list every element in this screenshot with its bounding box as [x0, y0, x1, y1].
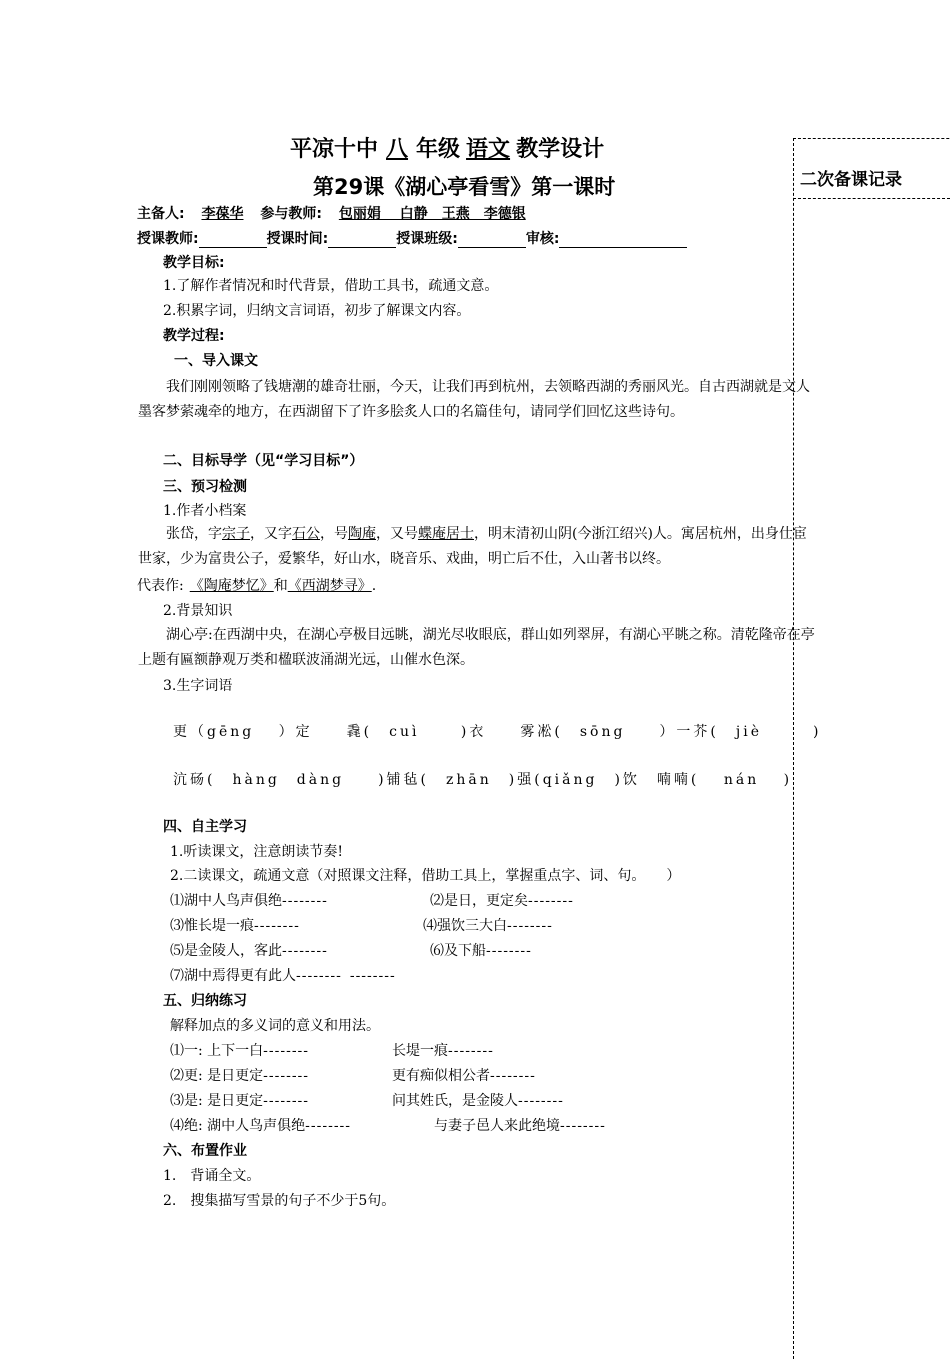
answer-blank[interactable]: -------- [263, 1043, 310, 1059]
bio-text: ，明末清初山阴(今浙江绍兴)人。寓居杭州，出身仕宦世家，少为富贵公子，爱繁华，好山水，晓音乐、戏曲，明亡后不仕，入山著书以终。 [138, 526, 807, 567]
ex-text: 长堤一痕 [392, 1043, 448, 1059]
answer-blank[interactable]: -------- [263, 1068, 310, 1084]
study-item: 1.听读课文，注意朗读节奏! [170, 844, 343, 860]
title-suffix: 教学设计 [516, 137, 605, 162]
answer-blank[interactable]: -------- [282, 893, 328, 909]
translation-q [430, 942, 532, 960]
section-3-heading: 三、预习检测 [163, 479, 247, 495]
answer-blank[interactable]: -------- [254, 918, 300, 934]
side-notes-box [793, 138, 950, 1359]
works-line [137, 577, 376, 595]
bio-text: ，又字 [250, 526, 292, 542]
section-1-heading: 一、导入课文 [174, 353, 258, 369]
work-title: 《西湖梦寻》 [287, 578, 372, 594]
ex-text: 问其姓氏，是金陵人 [392, 1093, 518, 1109]
translation-q [170, 892, 328, 910]
teacher-label: 授课教师: [137, 231, 199, 247]
ex-text: 更有痴似相公者 [392, 1068, 490, 1084]
schedule-line [137, 230, 687, 248]
page-title [290, 136, 604, 164]
intro-paragraph: 我们刚刚领略了钱塘潮的雄奇壮丽，今天，让我们再到杭州，去领略西湖的秀丽风光。自古西湖就是文人墨客梦萦魂牵的地方，在西湖留下了许多脍炙人口的名篇佳句，请同学们回忆这些诗句。 [138, 379, 810, 420]
lesson-title: 第29课《湖心亭看雪》第一课时 [313, 175, 616, 199]
exercise-item [170, 1117, 351, 1135]
ex-text: 与妻子邑人来此绝境 [434, 1118, 560, 1134]
bio-term: 石公 [292, 526, 320, 542]
subject-value: 语文 [466, 137, 511, 162]
works-text: . [371, 578, 377, 594]
section-6-heading: 六、布置作业 [163, 1143, 247, 1159]
works-label: 代表作: [137, 578, 184, 594]
translation-q [423, 917, 553, 935]
translation-q [430, 892, 574, 910]
answer-blank[interactable]: -------- [507, 918, 553, 934]
author-bio [138, 522, 818, 572]
goal-item: 1.了解作者情况和时代背景，借助工具书，疏通文意。 [163, 278, 499, 294]
review-blank[interactable] [559, 247, 687, 248]
exercise-item [170, 1067, 309, 1085]
time-blank[interactable] [328, 247, 396, 248]
exercise-item [392, 1092, 564, 1110]
answer-blank[interactable]: -------- [263, 1093, 310, 1109]
exercise-item [434, 1117, 606, 1135]
q-text: ⑹及下船 [430, 943, 486, 959]
translation-q [170, 942, 328, 960]
staff-line [137, 205, 538, 223]
side-notes-label: 二次备课记录 [800, 170, 902, 190]
homework-item: 2. 搜集描写雪景的句子不少于5句。 [163, 1193, 396, 1209]
grade-suffix: 年级 [416, 137, 461, 162]
participants-names: 包丽娟 白静 王燕 李德银 [338, 206, 526, 222]
q-text: ⑵是日，更定矣 [430, 893, 528, 909]
homework-item: 1. 背诵全文。 [163, 1168, 261, 1184]
lead-label: 主备人: [137, 206, 185, 222]
lead-name: 李葆华 [201, 206, 244, 222]
teacher-blank[interactable] [199, 247, 267, 248]
ex-text: ⑵更: 是日更定 [170, 1068, 264, 1084]
q-text: ⑶惟长堤一痕 [170, 918, 254, 934]
school-name: 平凉十中 [290, 137, 379, 162]
time-label: 授课时间: [266, 231, 329, 247]
bio-term: 蝶庵居士 [418, 526, 474, 542]
works-text: 和 [273, 578, 288, 594]
answer-blank[interactable]: -------- [349, 968, 396, 984]
vocab-row: 沆砀( hàng dàng )铺毡( zhān )强(qiǎng )饮 喃喃( nán ) [173, 772, 793, 788]
translation-q [170, 917, 300, 935]
translation-q [170, 967, 396, 985]
answer-blank[interactable]: -------- [282, 943, 328, 959]
answer-blank[interactable]: -------- [560, 1118, 606, 1134]
answer-blank[interactable]: -------- [305, 1118, 352, 1134]
exercise-item [392, 1042, 494, 1060]
bio-text: 张岱，字 [166, 526, 222, 542]
vocab-subheading: 3.生字词语 [163, 678, 233, 694]
review-label: 审核: [525, 231, 560, 247]
exercise-item [170, 1042, 309, 1060]
background-paragraph: 湖心亭:在西湖中央，在湖心亭极目远眺，湖光尽收眼底，群山如列翠屏，有湖心平眺之称。清乾隆帝在亭上题有匾额静观万类和楹联波涌湖光远，山催水色深。 [138, 627, 815, 668]
work-title: 《陶庵梦忆》 [189, 578, 274, 594]
answer-blank[interactable]: -------- [486, 943, 532, 959]
exercise-item [170, 1092, 309, 1110]
q-text: ⑷强饮三大白 [423, 918, 507, 934]
class-blank[interactable] [458, 247, 526, 248]
ex-text: ⑷绝: 湖中人鸟声俱绝 [170, 1118, 306, 1134]
bio-term: 宗子 [222, 526, 250, 542]
ex-text: ⑶是: 是日更定 [170, 1093, 264, 1109]
q-text: ⑸是金陵人，客此 [170, 943, 282, 959]
exercise-item [392, 1067, 536, 1085]
section-2-heading: 二、目标导学（见“学习目标”） [163, 453, 364, 469]
bio-term: 陶庵 [348, 526, 376, 542]
participants-label: 参与教师: [260, 206, 322, 222]
study-item: 2.二读课文，疏通文意（对照课文注释，借助工具上，掌握重点字、词、句。 ） [170, 868, 681, 884]
background-subheading: 2.背景知识 [163, 603, 233, 619]
answer-blank[interactable]: -------- [448, 1043, 494, 1059]
author-subheading: 1.作者小档案 [163, 503, 247, 519]
side-notes-divider [793, 198, 950, 199]
goals-heading: 教学目标: [163, 255, 225, 271]
process-heading: 教学过程: [163, 328, 225, 344]
q-text: ⑺湖中焉得更有此人 [170, 968, 296, 984]
ex-text: ⑴一: 上下一白 [170, 1043, 264, 1059]
q-text: ⑴湖中人鸟声俱绝 [170, 893, 282, 909]
class-label: 授课班级: [396, 231, 458, 247]
answer-blank[interactable]: -------- [296, 968, 342, 984]
vocab-row: 更（gēng ）定 毳( cuì )衣 雾凇( sōng ）一芥( jiè ) [173, 724, 822, 740]
exercise-intro: 解释加点的多义词的意义和用法。 [170, 1018, 380, 1034]
goal-item: 2.积累字词，归纳文言词语，初步了解课文内容。 [163, 303, 471, 319]
answer-blank[interactable]: -------- [490, 1068, 536, 1084]
grade-value: 八 [386, 137, 409, 162]
section-5-heading: 五、归纳练习 [163, 993, 247, 1009]
bio-text: ，号 [320, 526, 348, 542]
answer-blank[interactable]: -------- [528, 893, 574, 909]
section-4-heading: 四、自主学习 [163, 819, 247, 835]
bio-text: ，又号 [376, 526, 418, 542]
answer-blank[interactable]: -------- [518, 1093, 564, 1109]
